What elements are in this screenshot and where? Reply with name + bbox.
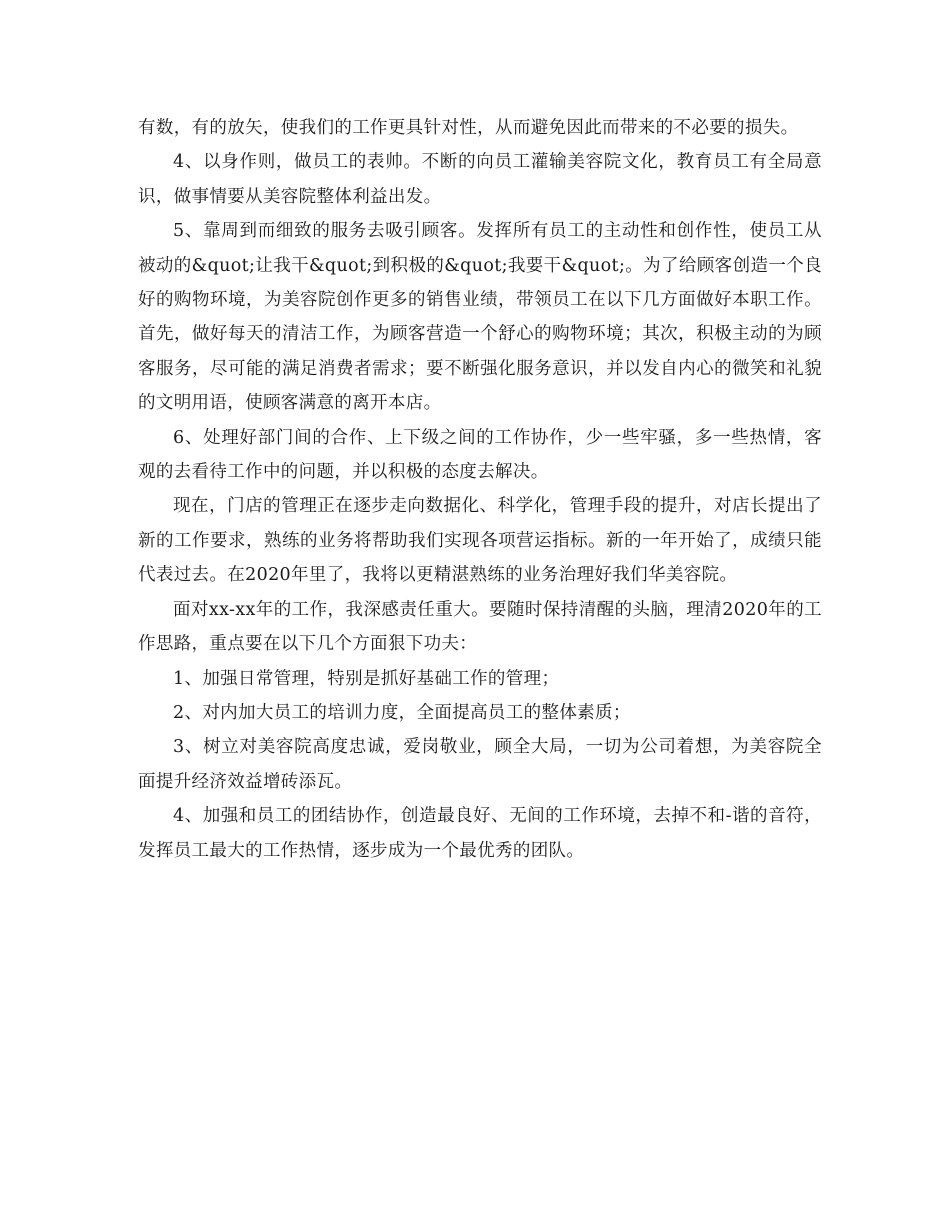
paragraph-continuation: 有数，有的放矢，使我们的工作更具针对性，从而避免因此而带来的不必要的损失。 <box>138 118 799 138</box>
paragraph-plan-item-1: 1、加强日常管理，特别是抓好基础工作的管理； <box>173 668 560 689</box>
paragraph-plan-item-3: 3、树立对美容院高度忠诚，爱岗敬业，顾全大局，一切为公司着想，为美容院全面提升经济效益增砖添瓦。 <box>138 737 822 792</box>
paragraph-item-5-service: 5、靠周到而细致的服务去吸引顾客。发挥所有员工的主动性和创作性，使员工从被动的&quot;让我干&quot;到积极的&quot;我要干&quot;。为了给顾客创造一个良好的购物环境，为美容院创作更多的销售业绩，带领员工在以下几方面做好本职工作。首先，做好每天的清洁工作，为顾客营造一个舒心的购物环境；其次，积极主动的为顾客服务，尽可能的满足消费者需求；要不断强化服务意识，并以发自内心的微笑和礼貌的文明用语，使顾客满意的离开本店。 <box>138 221 822 414</box>
paragraph-item-6-cooperation: 6、处理好部门间的合作、上下级之间的工作协作，少一些牢骚，多一些热情，客观的去看待工作中的问题，并以积极的态度去解决。 <box>138 427 822 483</box>
paragraph-plan-item-2: 2、对内加大员工的培训力度，全面提高员工的整体素质； <box>173 702 631 723</box>
document-body <box>138 111 822 868</box>
paragraph-item-4-lead-by-example: 4、以身作则，做员工的表帅。不断的向员工灌输美容院文化，教育员工有全局意识，做事情要从美容院整体利益出发。 <box>138 152 822 207</box>
paragraph-plan-item-4: 4、加强和员工的团结协作，创造最良好、无间的工作环境，去掉不和-谐的音符，发挥员工最大的工作热情，逐步成为一个最优秀的团队。 <box>138 806 822 861</box>
paragraph-work-plan-intro: 面对xx-xx年的工作，我深感责任重大。要随时保持清醒的头脑，理清2020年的工作思路，重点要在以下几个方面狠下功夫： <box>138 599 822 655</box>
paragraph-store-management: 现在，门店的管理正在逐步走向数据化、科学化，管理手段的提升，对店长提出了新的工作要求，熟练的业务将帮助我们实现各项营运指标。新的一年开始了，成绩只能代表过去。在2020年里了，我将以更精湛熟练的业务治理好我们华美容院。 <box>138 496 822 586</box>
